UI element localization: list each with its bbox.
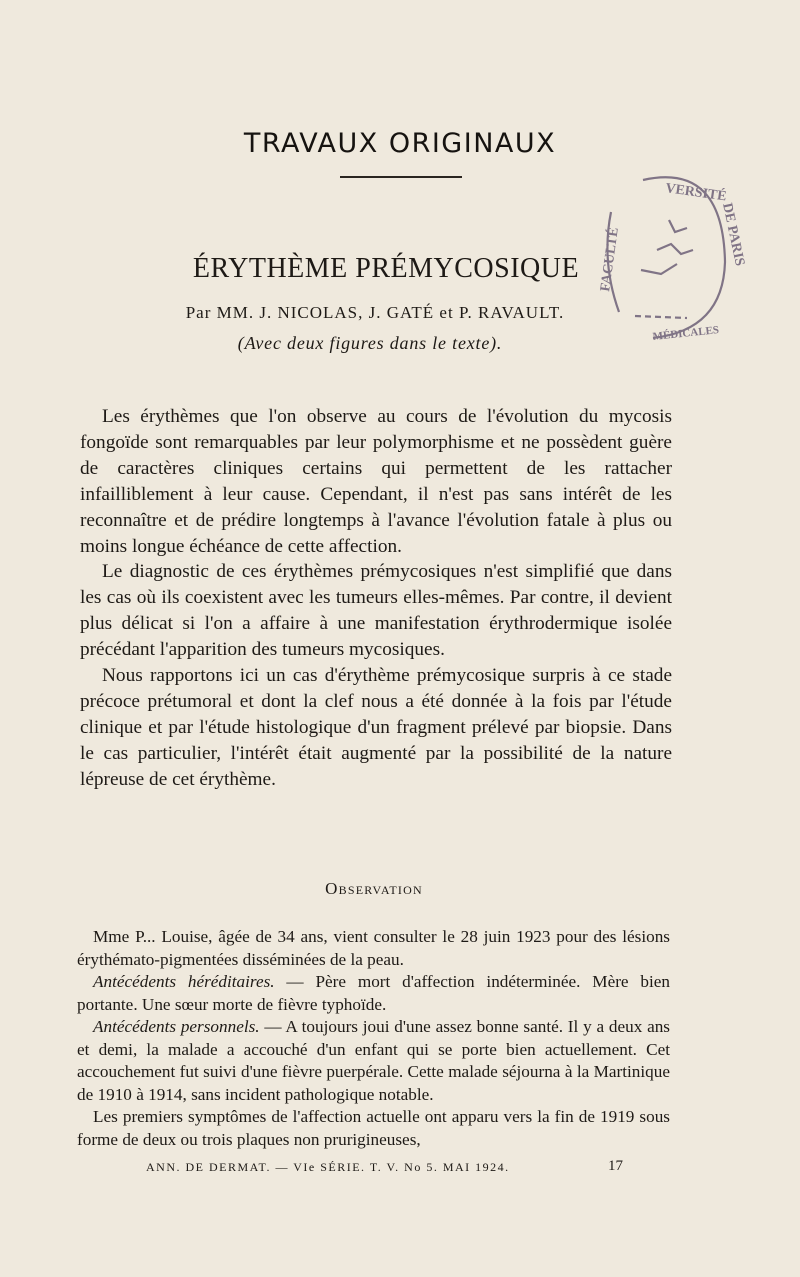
title-rule xyxy=(340,176,462,178)
page-number: 17 xyxy=(608,1158,623,1174)
body-paragraph: Le diagnostic de ces érythèmes prémycosiques n'est simplifié que dans les cas où ils coexistent avec les tumeurs elles-mêmes. Par contre, il devient plus délicat si l'on a affaire à une manifestation érythrodermique isolée précédant l'apparition des tumeurs mycosiques. xyxy=(80,561,672,661)
body-paragraph: Les érythèmes que l'on observe au cours de l'évolution du mycosis fongoïde sont remarquables par leur polymorphisme et ne possèdent guère de caractères cliniques certains qui permettent de les rattacher infailliblement à leur cause. Cependant, il n'est pas sans intérêt de les reconnaître et de prédire longtemps à l'avance l'évolution fatale à plus ou moins longue échéance de cette affection. xyxy=(80,406,672,557)
personal-label: Antécédents personnels. xyxy=(93,1017,260,1036)
journal-citation: ANN. DE DERMAT. — VIe SÉRIE. T. V. No 5. MAI 1924. xyxy=(146,1160,510,1174)
article-body xyxy=(80,404,672,793)
hereditary-text: — Père mort d'affection indéterminée. Mère bien portante. Une sœur morte de fièvre typhoïde. xyxy=(77,972,670,1014)
hereditary-label: Antécédents héréditaires. xyxy=(93,972,275,991)
stamp-text-bottom: MÉDICALES xyxy=(652,324,720,343)
body-paragraph: Nous rapportons ici un cas d'érythème prémycosique surpris à ce stade précoce prétumoral et dont la clef nous a été donnée à la fois par l'étude clinique et par l'étude histologique d'un fragment prélevé par biopsie. Dans le cas particulier, l'intérêt était augmenté par la possibilité de la nature lépreuse de cet érythème. xyxy=(80,665,672,790)
observation-paragraph: Les premiers symptômes de l'affection actuelle ont apparu vers la fin de 1919 sous forme de deux ou trois plaques non prurigineuses, xyxy=(77,1107,670,1149)
stamp-text-right: DE PARIS xyxy=(719,201,748,268)
observation-body xyxy=(77,926,670,1151)
observation-paragraph: Mme P... Louise, âgée de 34 ans, vient consulter le 28 juin 1923 pour des lésions érythémato-pigmentées disséminées de la peau. xyxy=(77,927,670,969)
observation-heading: Observation xyxy=(325,879,423,898)
section-title: TRAVAUX ORIGINAUX xyxy=(243,128,557,159)
personal-text: — A toujours joui d'une assez bonne santé. Il y a deux ans et demi, la malade a accouché d'un enfant qui se porte bien actuellement. Cet accouchement fut suivi d'une fièvre puerpérale. Cette malade séjourna à la Martinique de 1910 à 1914, sans incident pathologique notable. xyxy=(77,1017,670,1104)
article-authors: Par MM. J. NICOLAS, J. GATÉ et P. RAVAULT. xyxy=(185,303,565,322)
observation-paragraph xyxy=(77,1016,670,1106)
observation-paragraph xyxy=(77,971,670,1016)
article-title: ÉRYTHÈME PRÉMYCOSIQUE xyxy=(192,253,580,284)
figures-note: (Avec deux figures dans le texte). xyxy=(237,333,503,353)
stamp-text-top: VERSITÉ xyxy=(664,181,728,205)
stamp-text-left: FACULTÉ xyxy=(598,226,622,293)
